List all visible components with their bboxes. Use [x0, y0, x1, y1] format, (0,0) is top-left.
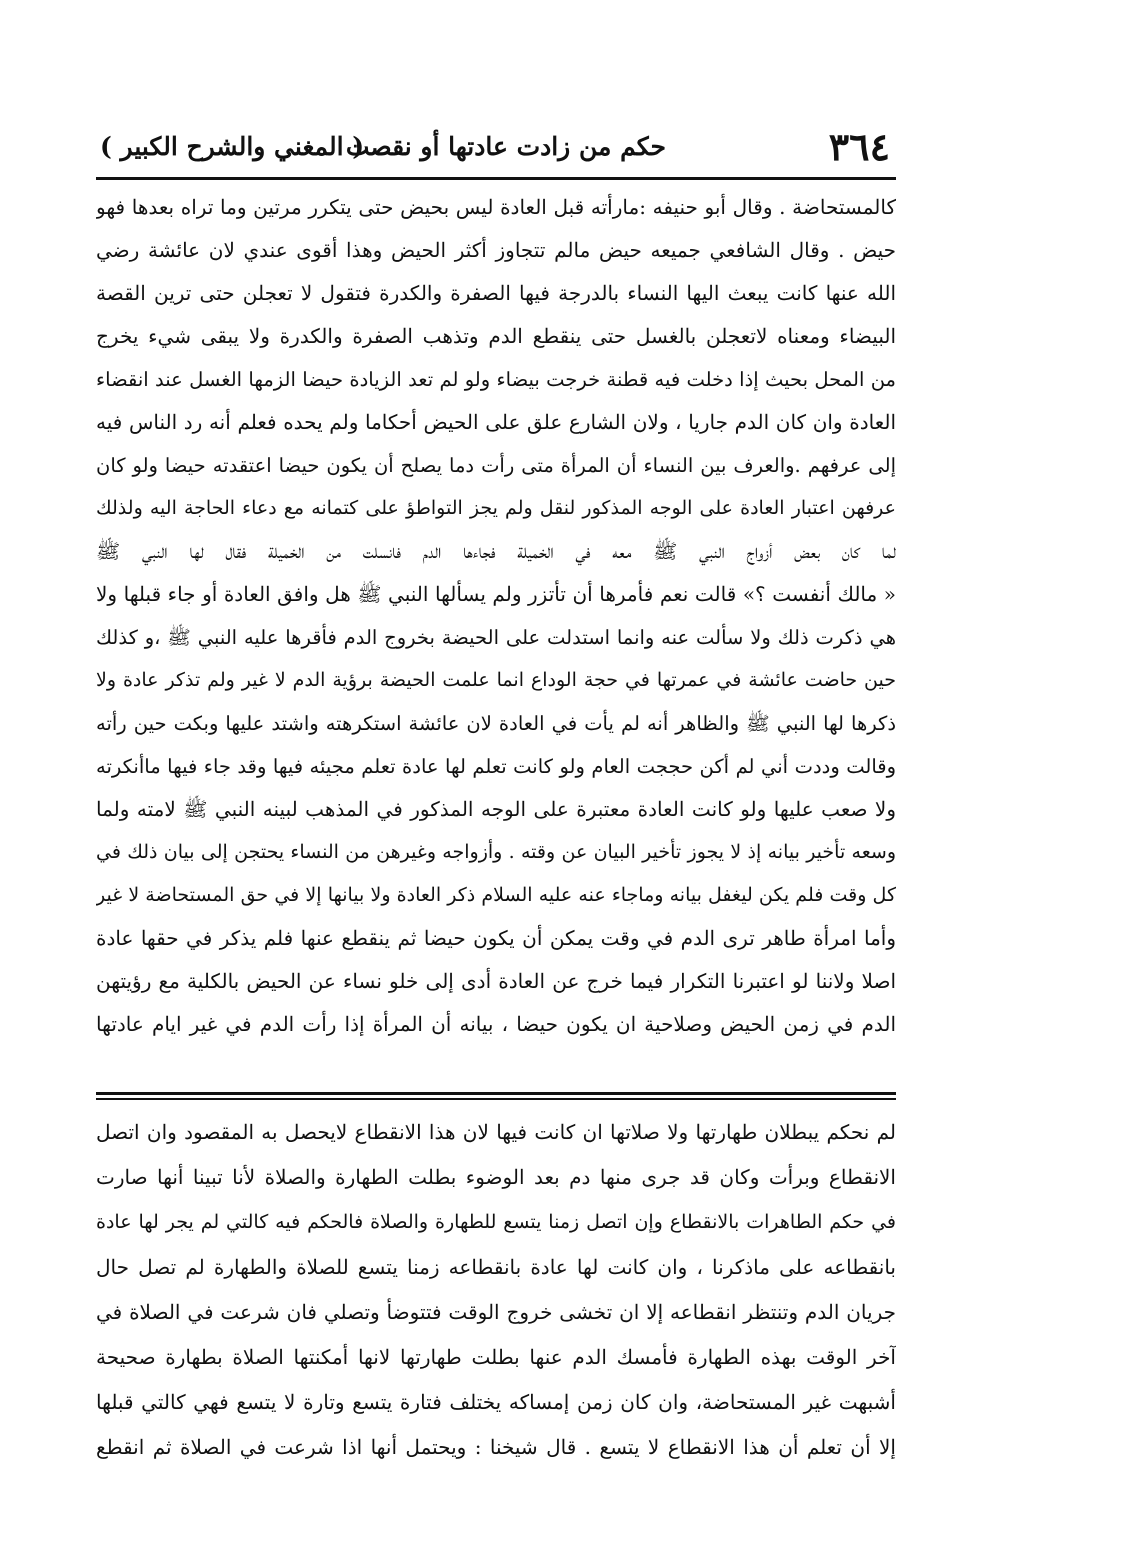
text-line: « مالك أنفست ؟» قالت نعم فأمرها أن تأتزر ولم يسألها النبي ﷺ هل وافق العادة أو جاء قبلها ولا	[96, 582, 896, 606]
text-line: إلى عرفهم .والعرف بين النساء أن المرأة متى رأت دما يصلح أن يكون حيضا اعتقدته حيضا ولو كان	[96, 454, 896, 477]
text-line: لما كان بعض أزواج النبي ﷺ معه في الخميلة فجاءها الدم فانسلت من الخميلة فقال لها النبي ﷺ	[96, 539, 896, 563]
footnote-divider-inner	[96, 1098, 896, 1100]
text-line: وسعه تأخير بيانه إذ لا يجوز تأخير البيان عن وقته . وأزواجه وغيرهن من النساء يحتجن إلى بيان ذلك في	[96, 841, 896, 863]
text-line: ولا صعب عليها ولو كانت العادة معتبرة على الوجه المذكور في المذهب لبينه النبي ﷺ لامته ولما	[96, 797, 896, 821]
text-line: كل وقت فلم يكن ليغفل بيانه وماجاء عنه عليه السلام ذكر العادة ولا بيانها إلا في حق المستحاضة لا غير	[96, 884, 896, 906]
text-line: الدم في زمن الحيض وصلاحية ان يكون حيضا ، بيانه أن المرأة إذا رأت الدم في غير ايام عادتها	[96, 1012, 896, 1036]
text-line: حيض . وقال الشافعي جميعه حيض مالم تتجاوز أكثر الحيض وهذا أقوى عندي لان عائشة رضي	[96, 238, 896, 262]
text-line: كالمستحاضة . وقال أبو حنيفه :مارأته قبل العادة ليس بحيض حتى يتكرر مرتين وما تراه بعدها فهو	[96, 195, 896, 219]
text-line: عرفهن اعتبار العادة على الوجه المذكور لنقل ولم يجز التواطؤ على كتمانه مع دعاء الحاجة اليه ولذلك	[96, 497, 896, 519]
section-title: حكم من زادت عادتها أو نقصت	[345, 132, 666, 161]
footnote-line: أشبهت غير المستحاضة، وان كان زمن إمساكه يختلف فتارة يتسع وتارة لا يتسع فهي كالتي قبلها	[96, 1390, 896, 1414]
text-line: الله عنها كانت يبعث اليها النساء بالدرجة فيها الصفرة والكدرة فتقول لا تعجلن حتى ترين القصة	[96, 281, 896, 305]
footnote-divider	[96, 1092, 896, 1095]
page-header	[96, 124, 896, 176]
footnote-line: بانقطاعه على ماذكرنا ، وان كانت لها عادة بانقطاعه زمنا يتسع للصلاة والطهارة لم تصل حال	[96, 1255, 896, 1279]
book-page	[96, 118, 896, 1478]
footnote-line: في حكم الطاهرات بالانقطاع وإن اتصل زمنا يتسع للطهارة والصلاة فالحكم فيه كالتي لم يجر لها عادة	[96, 1211, 896, 1233]
text-line: من المحل بحيث إذا دخلت فيه قطنة خرجت بيضاء ولو لم تعد الزيادة حيضا الزمها الغسل عند انقضاء	[96, 368, 896, 391]
book-title: ( المغني والشرح الكبير )	[100, 132, 365, 161]
text-line: اصلا ولاننا لو اعتبرنا التكرار فيما خرج عن العادة أدى إلى خلو نساء عن الحيض بالكلية مع رؤيتهن	[96, 969, 896, 993]
text-line: ذكرها لها النبي ﷺ والظاهر أنه لم يأت في العادة لان عائشة استكرهته واشتد عليها وبكت حين رأته	[96, 712, 896, 735]
text-line: وأما امرأة طاهر ترى الدم في وقت يمكن أن يكون حيضا ثم ينقطع عنها فلم يذكر في حقها عادة	[96, 926, 896, 950]
text-line: حين حاضت عائشة في عمرتها في حجة الوداع انما علمت الحيضة برؤية الدم لا غير ولم تذكر عادة ولا	[96, 669, 896, 691]
text-line: البيضاء ومعناه لاتعجلن بالغسل حتى ينقطع الدم وتذهب الصفرة والكدرة ولا يبقى شيء يخرج	[96, 324, 896, 348]
footnote-line: الانقطاع وبرأت وكان قد جرى منها دم بعد الوضوء بطلت الطهارة والصلاة لأنا تبينا أنها صارت	[96, 1165, 896, 1189]
main-body-text	[96, 186, 896, 1046]
page-number: ٣٦٤	[828, 124, 890, 169]
text-line: هي ذكرت ذلك ولا سألت عنه وانما استدلت على الحيضة بخروج الدم فأقرها عليه النبي ﷺ ،و كذلك	[96, 626, 896, 649]
text-line: وقالت وددت أني لم أكن حججت العام ولو كانت تعلم لها عادة تعلم مجيئه فيها وقد جاء فيها ماأنكرته	[96, 755, 896, 778]
header-divider	[96, 177, 896, 180]
footnote-line: آخر الوقت بهذه الطهارة فأمسك الدم عنها بطلت طهارتها لانها أمكنتها الصلاة بطهارة صحيحة	[96, 1345, 896, 1369]
text-line: العادة وان كان الدم جاريا ، ولان الشارع علق على الحيض أحكاما ولم يحده فعلم أنه رد الناس فيه	[96, 410, 896, 434]
footnote-line: إلا أن تعلم أن هذا الانقطاع لا يتسع . قال شيخنا : ويحتمل أنها اذا شرعت في الصلاة ثم انقطع	[96, 1435, 896, 1459]
footnote-line: جريان الدم وتنتظر انقطاعه إلا ان تخشى خروج الوقت فتتوضأ وتصلي فان شرعت في الصلاة في	[96, 1300, 896, 1324]
footnote-text	[96, 1110, 896, 1470]
footnote-line: لم نحكم يبطلان طهارتها ولا صلاتها ان كانت فيها لان هذا الانقطاع لايحصل به المقصود وان اتصل	[96, 1120, 896, 1144]
